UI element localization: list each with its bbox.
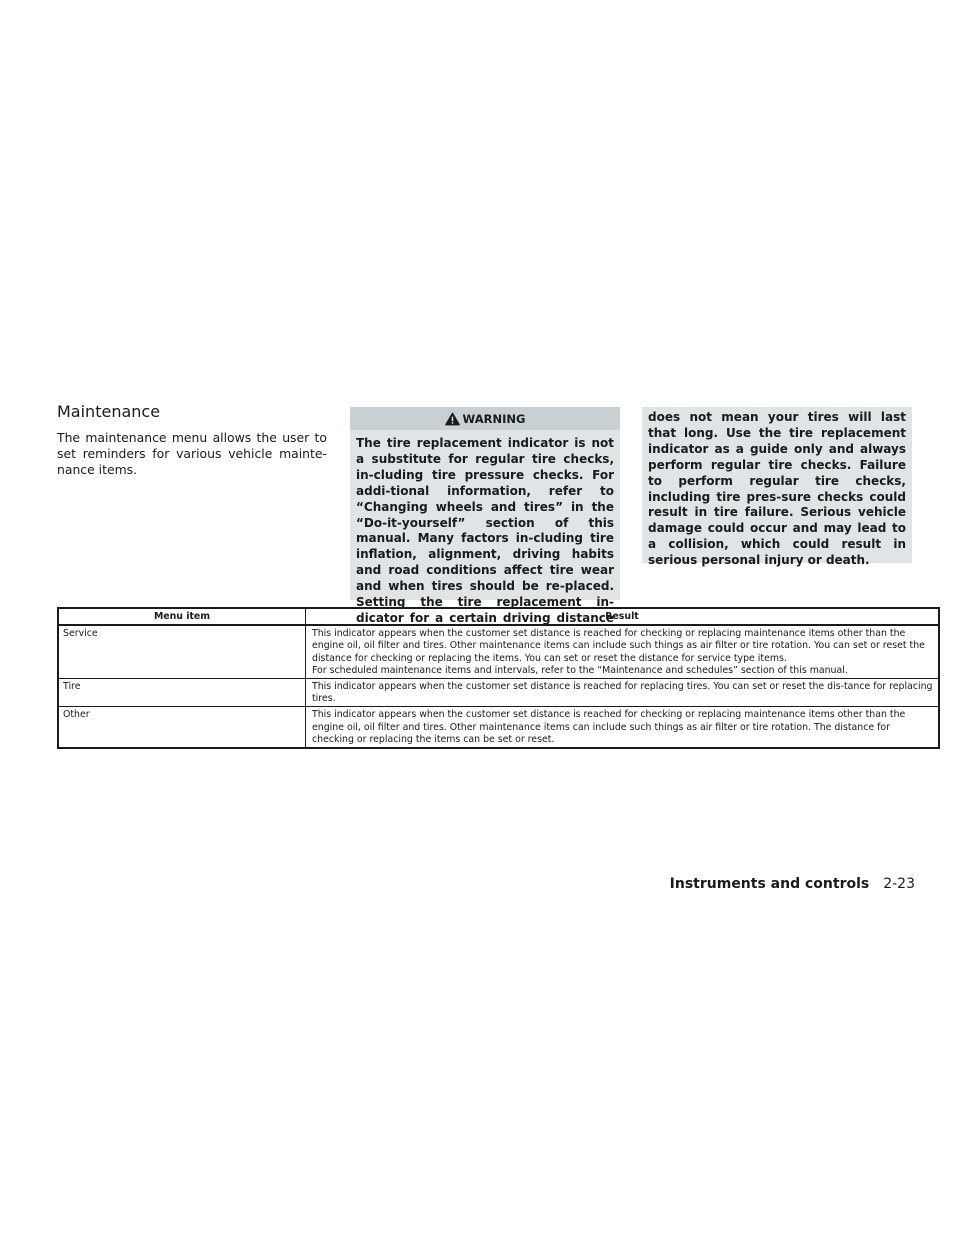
maintenance-menu-table <box>57 607 940 749</box>
warning-box-continued <box>642 407 912 568</box>
warning-box <box>350 407 620 625</box>
warning-label: WARNING <box>462 411 526 426</box>
result-cell <box>306 625 940 678</box>
section-title: Maintenance <box>57 402 161 421</box>
menu-item-cell: Service <box>58 625 306 678</box>
page-number: 2-23 <box>883 876 915 892</box>
table-row <box>58 707 939 748</box>
menu-item-cell: Other <box>58 707 306 748</box>
header-menu-item: Menu item <box>58 608 306 625</box>
chapter-title: Instruments and controls <box>669 876 870 892</box>
warning-triangle-icon <box>445 412 460 426</box>
intro-paragraph: The maintenance menu allows the user to set reminders for various vehicle mainte-nance items. <box>57 430 327 477</box>
warning-text-part2: does not mean your tires will last that long. Use the tire replacement indicator as a guide only and always perform regular tire checks. Failure to perform regular tire checks, including tire pres-sure checks could result in tire failure. Serious vehicle damage could occur and may lead to a collision, which could result in serious personal injury or death. <box>648 410 906 568</box>
warning-text-part1: The tire replacement indicator is not a substitute for regular tire checks, in-cluding tire pressure checks. For addi-tional information, refer to “Changing wheels and tires” in the “Do-it-yourself” section of this manual. Many factors in-cluding tire inflation, alignment, driving habits and road conditions affect tire wear and when tires should be re-placed. Setting the tire replacement in-dicator for a certain driving distance <box>356 436 614 625</box>
table-row <box>58 625 939 678</box>
result-cell <box>306 679 940 707</box>
result-text: This indicator appears when the customer set distance is reached for checking or replacing maintenance items other than the engine oil, oil filter and tires. Other maintenance items can include such things as air filter or tire rotation. The distance for checking or replacing the items can be set or reset. <box>312 709 906 745</box>
table-header-row <box>58 608 939 625</box>
table-row <box>58 679 939 707</box>
header-result: Result <box>306 608 940 625</box>
page-footer <box>670 876 915 892</box>
result-text: This indicator appears when the customer set distance is reached for checking or replacing maintenance items other than the engine oil, oil filter and tires. Other maintenance items can include such things as air filter or tire rotation. You can set or reset the distance for checking or replacing the items. You can set or reset the distance for service type items. <box>312 628 925 664</box>
result-text: This indicator appears when the customer set distance is reached for replacing tires. You can set or reset the dis-tance for replacing tires. <box>312 681 933 705</box>
warning-header <box>350 407 620 430</box>
result-cell <box>306 707 940 748</box>
menu-item-cell: Tire <box>58 679 306 707</box>
result-extra-text: For scheduled maintenance items and intervals, refer to the “Maintenance and schedules” section of this manual. <box>312 664 848 676</box>
